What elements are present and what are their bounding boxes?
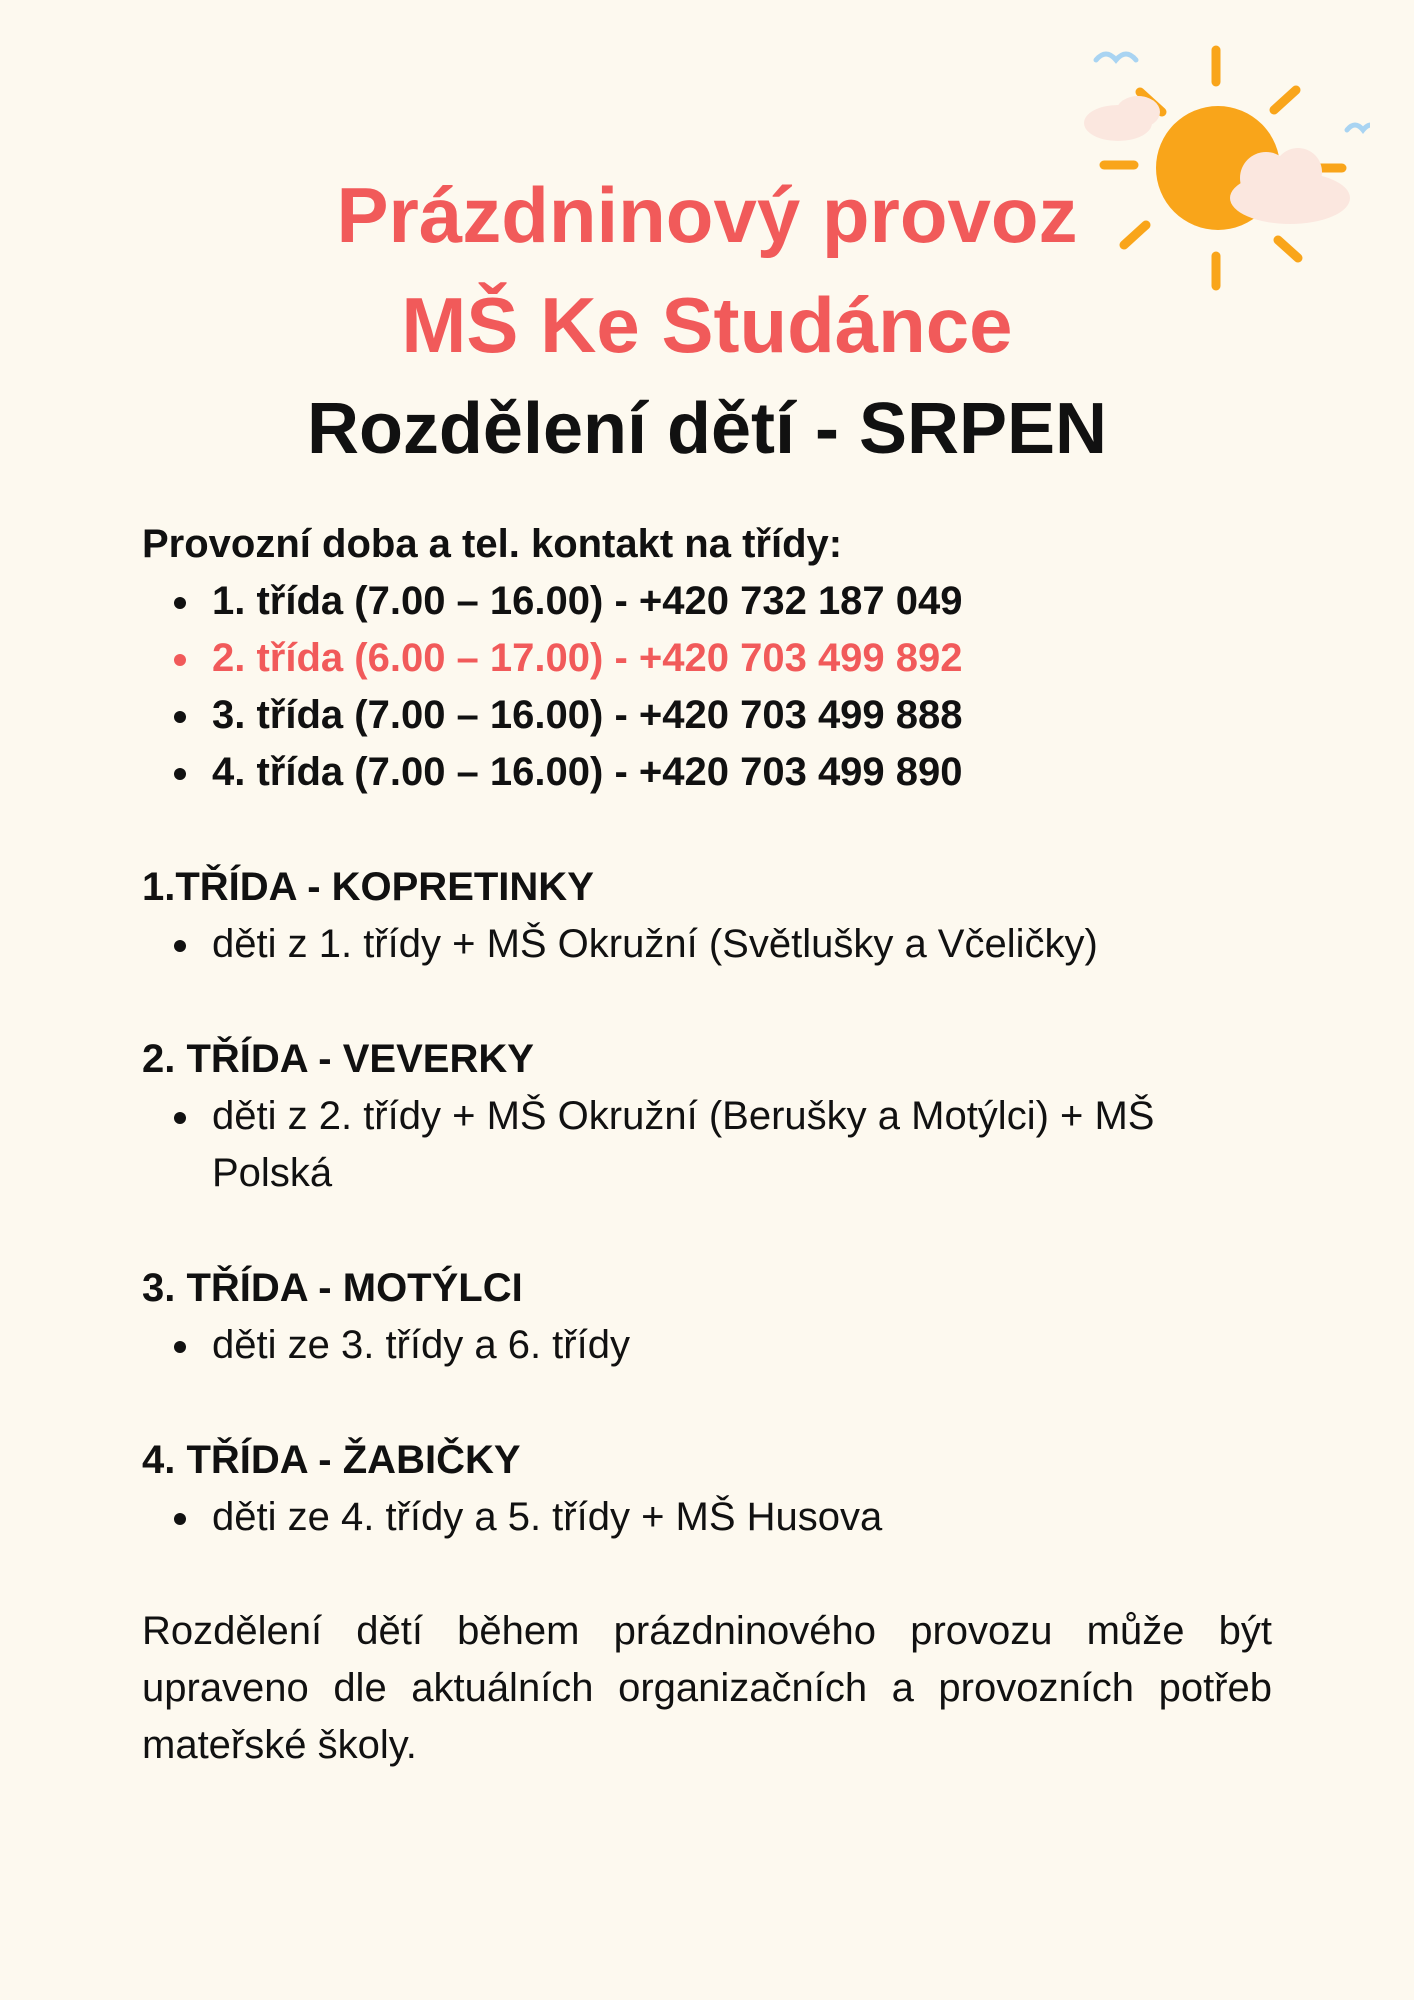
contact-item-1: 1. třída (7.00 – 16.00) - +420 732 187 049 [142,573,1272,630]
class-detail-3: děti ze 3. třídy a 6. třídy [142,1317,1272,1374]
class-heading-2: 2. TŘÍDA - VEVERKY [142,1037,534,1081]
school-name: MŠ Ke Studánce [401,281,1013,369]
class-heading-1: 1.TŘÍDA - KOPRETINKY [142,865,594,909]
class-detail-4: děti ze 4. třídy a 5. třídy + MŠ Husova [142,1489,1272,1546]
contact-item-4: 4. třída (7.00 – 16.00) - +420 703 499 890 [142,744,1272,801]
page-title: Prázdninový provoz [336,171,1078,259]
class-detail-1: děti z 1. třídy + MŠ Okružní (Světlušky a Včeličky) [142,916,1272,973]
contacts-list [142,573,1272,801]
class-section-4 [142,1431,1272,1546]
page-subtitle: Rozdělení dětí - SRPEN [306,389,1108,469]
class-section-2 [142,1030,1272,1202]
content [142,515,1272,1774]
footer-note: Rozdělení dětí během prázdninového provozu může být upraveno dle aktuálních organizačních a provozních potřeb mateřské školy. [142,1609,1272,1767]
contact-item-2: 2. třída (6.00 – 17.00) - +420 703 499 892 [142,630,1272,687]
contacts-heading: Provozní doba a tel. kontakt na třídy: [142,522,843,566]
class-heading-4: 4. TŘÍDA - ŽABIČKY [142,1438,521,1482]
class-section-3 [142,1259,1272,1374]
class-heading-3: 3. TŘÍDA - MOTÝLCI [142,1266,523,1310]
contact-item-3: 3. třída (7.00 – 16.00) - +420 703 499 888 [142,687,1272,744]
class-detail-2: děti z 2. třídy + MŠ Okružní (Berušky a Motýlci) + MŠ Polská [142,1088,1272,1202]
class-section-1 [142,858,1272,973]
